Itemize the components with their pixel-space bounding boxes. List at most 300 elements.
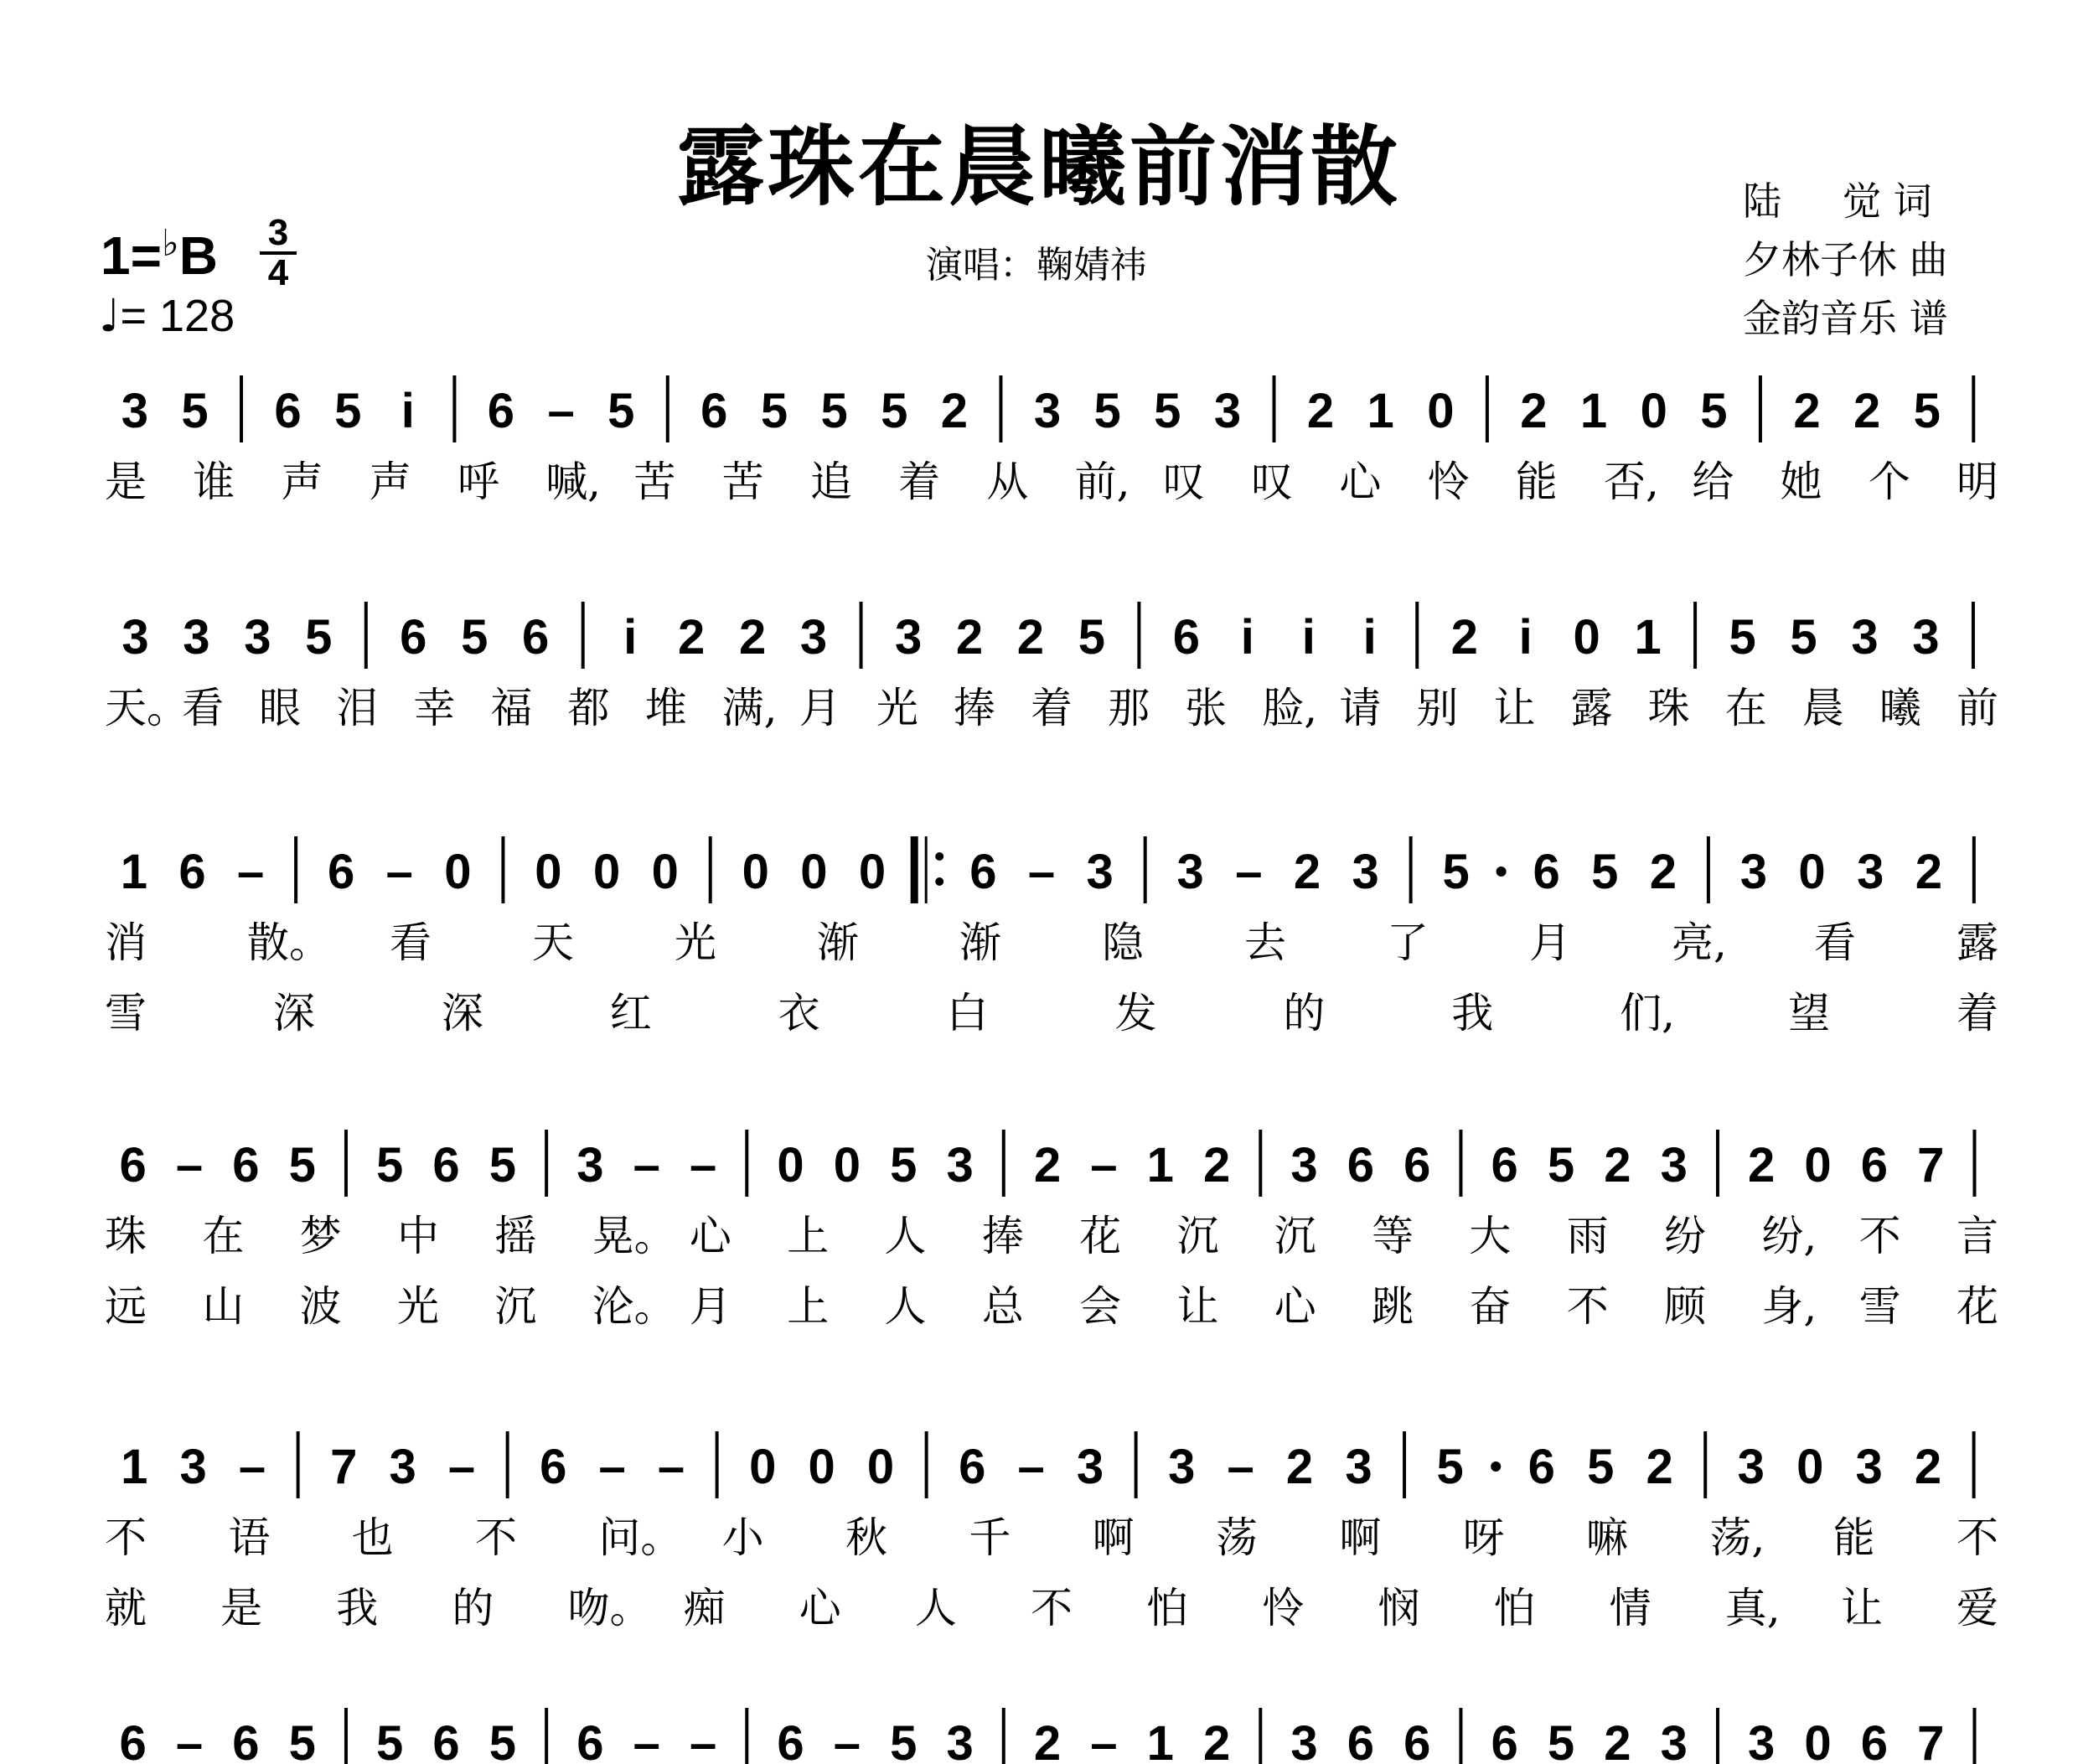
dash-mark: – xyxy=(1227,1440,1254,1494)
note-number: 2 xyxy=(1604,1138,1631,1192)
note-number: 5 xyxy=(607,384,635,438)
note-number: 1 xyxy=(1146,1138,1174,1192)
lyric-syllable: 心 xyxy=(689,1212,731,1260)
lyric-syllable: 吻。 xyxy=(567,1584,652,1632)
lyric-syllable: 着 xyxy=(898,458,941,506)
lyric-syllable: 人 xyxy=(884,1282,927,1331)
lyric-syllable: 能 xyxy=(1515,458,1558,506)
note-number: 0 xyxy=(858,845,887,899)
lyric-syllable: 福 xyxy=(490,684,533,732)
note-number: 1 xyxy=(121,1440,148,1494)
note-number: 0 xyxy=(833,1138,861,1192)
note-number: 5 xyxy=(1442,845,1470,899)
lyric-syllable: 语 xyxy=(228,1513,271,1562)
lyric-syllable: 啊 xyxy=(1339,1513,1382,1562)
lyric-syllable: 天。 xyxy=(105,684,189,732)
note-number: 6 xyxy=(700,384,728,438)
lyric-syllable: 去 xyxy=(1244,918,1286,967)
lyric-syllable: 曦 xyxy=(1879,684,1921,732)
note-number: 0 xyxy=(1573,610,1600,665)
note-number: 5 xyxy=(1790,610,1817,665)
lyric-syllable: 满, xyxy=(721,684,778,732)
lyric-syllable: 不 xyxy=(1858,1212,1901,1260)
note-number: 3 xyxy=(1851,610,1879,665)
lyric-syllable: 追 xyxy=(809,458,852,506)
lyric-syllable: 嘛 xyxy=(1586,1513,1628,1562)
note-number: 6 xyxy=(274,384,302,438)
lyric-syllable: 不 xyxy=(475,1513,517,1562)
dash-mark: – xyxy=(238,1440,266,1494)
note-number: 0 xyxy=(777,1138,804,1192)
lyric-syllable: 光 xyxy=(675,918,716,967)
note-number: 6 xyxy=(1403,1138,1431,1192)
lyric-syllable: 人 xyxy=(914,1584,957,1632)
song-title: 露珠在晨曦前消散 xyxy=(676,115,1401,218)
lyric-syllable: 天 xyxy=(532,918,574,967)
lyric-syllable: 珠 xyxy=(1647,684,1690,732)
note-number: 6 xyxy=(178,845,206,899)
note-number: 3 xyxy=(894,610,923,665)
lyric-syllable: 怕 xyxy=(1146,1584,1189,1632)
lyric-syllable: 消 xyxy=(105,918,147,967)
lyric-syllable: 们, xyxy=(1620,989,1676,1037)
note-number: i xyxy=(1518,610,1533,665)
note-number: 3 xyxy=(1086,845,1114,899)
note-number: 5 xyxy=(1093,384,1121,438)
note-number: 5 xyxy=(288,1716,316,1764)
lyric-syllable: 喊, xyxy=(545,458,602,506)
lyric-syllable: 都 xyxy=(567,684,610,732)
lyric-syllable: 叹 xyxy=(1251,458,1294,506)
note-number: 0 xyxy=(1804,1138,1832,1192)
note-number: 2 xyxy=(955,610,984,665)
note-number: 6 xyxy=(119,1716,147,1764)
lyric-syllable: 怜 xyxy=(1427,458,1470,506)
tempo-value: = 128 xyxy=(120,291,235,341)
lyric-syllable: 的 xyxy=(452,1584,494,1632)
note-number: 2 xyxy=(1915,845,1942,899)
lyric-syllable: 中 xyxy=(396,1212,439,1260)
note-number: 3 xyxy=(1912,610,1940,665)
note-number: 5 xyxy=(1436,1440,1464,1494)
dash-mark: – xyxy=(447,1440,476,1494)
note-number: 3 xyxy=(946,1138,974,1192)
note-number: 3 xyxy=(179,1440,207,1494)
note-number: 2 xyxy=(1646,1440,1673,1494)
lyric-syllable: 悯 xyxy=(1378,1584,1420,1632)
note-number: 2 xyxy=(1033,1716,1062,1764)
note-number: 6 xyxy=(1491,1716,1518,1764)
lyric-syllable: 人 xyxy=(884,1212,927,1260)
dash-mark: – xyxy=(598,1440,626,1494)
lyric-syllable: 能 xyxy=(1832,1513,1875,1562)
lyric-syllable: 她 xyxy=(1780,458,1822,506)
note-number: 3 xyxy=(946,1716,974,1764)
lyric-syllable: 怜 xyxy=(1262,1584,1305,1632)
key-note: B xyxy=(178,225,218,286)
lyric-syllable: 望 xyxy=(1788,989,1831,1037)
lyric-syllable: 真, xyxy=(1724,1584,1781,1632)
note-number: 0 xyxy=(808,1440,835,1494)
lyric-syllable: 堆 xyxy=(644,684,687,732)
note-number: 5 xyxy=(1587,1440,1615,1494)
lyric-syllable: 上 xyxy=(787,1282,830,1331)
note-number: 3 xyxy=(1739,845,1768,899)
lyric-syllable: 让 xyxy=(1493,684,1536,732)
note-number: 1 xyxy=(1634,610,1662,665)
repeat-dot xyxy=(935,852,943,861)
lyric-syllable: 月 xyxy=(1529,918,1571,967)
lyric-syllable: 发 xyxy=(1114,989,1157,1037)
lyric-syllable: 摇 xyxy=(494,1212,537,1260)
lyric-syllable: 顾 xyxy=(1664,1282,1707,1331)
note-number: 0 xyxy=(742,845,769,899)
lyric-syllable: 奋 xyxy=(1469,1282,1512,1331)
lyric-syllable: 别 xyxy=(1416,684,1459,732)
note-number: 3 xyxy=(1290,1716,1318,1764)
lyric-syllable: 从 xyxy=(986,458,1029,506)
note-number: 5 xyxy=(1078,610,1106,665)
lyric-syllable: 否, xyxy=(1604,458,1659,506)
dash-mark: – xyxy=(689,1138,717,1192)
lyric-syllable: 晨 xyxy=(1801,684,1844,732)
note-number: 6 xyxy=(232,1138,260,1192)
note-number: i xyxy=(1301,610,1316,665)
composer-credit: 夕林子休 曲 xyxy=(1743,237,1948,282)
lyric-syllable: 也 xyxy=(351,1513,394,1562)
note-number: 6 xyxy=(576,1716,604,1764)
lyric-syllable: 言 xyxy=(1957,1212,1998,1260)
lyric-syllable: 个 xyxy=(1868,458,1910,506)
note-number: 3 xyxy=(1168,1440,1196,1494)
note-number: 6 xyxy=(1172,610,1201,665)
note-number: 5 xyxy=(1729,610,1756,665)
lyric-syllable: 梦 xyxy=(299,1212,342,1260)
note-number: 1 xyxy=(1579,384,1608,438)
dash-mark: – xyxy=(1090,1138,1118,1192)
lyric-syllable: 纷 xyxy=(1664,1212,1707,1260)
lyric-syllable: 的 xyxy=(1283,989,1326,1037)
note-number: 6 xyxy=(232,1716,260,1764)
transcriber-credit: 金韵音乐 谱 xyxy=(1743,296,1948,341)
note-number: 2 xyxy=(1649,845,1677,899)
lyric-syllable: 是 xyxy=(105,458,147,506)
note-number: 6 xyxy=(1347,1716,1375,1764)
lyric-syllable: 让 xyxy=(1840,1584,1883,1632)
dash-mark: – xyxy=(657,1440,685,1494)
flat-icon: ♭ xyxy=(161,223,179,264)
time-denominator: 4 xyxy=(267,252,289,293)
note-number: 5 xyxy=(376,1716,404,1764)
lyric-syllable: 雪 xyxy=(105,989,147,1037)
lyric-syllable: 捧 xyxy=(981,1212,1024,1260)
lyric-syllable: 雨 xyxy=(1566,1212,1609,1260)
lyric-syllable: 心 xyxy=(1274,1282,1316,1331)
note-number: 3 xyxy=(183,610,210,665)
lyric-syllable: 着 xyxy=(1031,684,1073,732)
note-number: 2 xyxy=(1793,384,1821,438)
note-number: 3 xyxy=(1855,1440,1883,1494)
lyric-syllable: 沉 xyxy=(1274,1212,1316,1260)
note-number: 5 xyxy=(1547,1716,1575,1764)
lyric-syllable: 深 xyxy=(272,989,315,1037)
lyric-syllable: 跳 xyxy=(1372,1282,1414,1331)
lyric-syllable: 着 xyxy=(1957,989,1998,1037)
lyric-syllable: 情 xyxy=(1609,1584,1652,1632)
note-number: 6 xyxy=(487,384,515,438)
note-number: i xyxy=(1362,610,1377,665)
lyric-syllable: 捧 xyxy=(953,684,995,732)
note-number: i xyxy=(1240,610,1254,665)
note-number: 5 xyxy=(820,384,848,438)
lyric-syllable: 纷, xyxy=(1761,1212,1817,1260)
repeat-dot xyxy=(935,877,943,886)
note-number: 6 xyxy=(119,1138,147,1192)
lyric-syllable: 大 xyxy=(1469,1212,1512,1260)
lyric-syllable: 在 xyxy=(1724,684,1767,732)
dash-mark: – xyxy=(833,1716,861,1764)
lyric-syllable: 珠 xyxy=(105,1212,147,1260)
lyric-syllable: 声 xyxy=(369,458,411,506)
lyric-syllable: 隐 xyxy=(1102,918,1144,967)
note-number: 2 xyxy=(1450,610,1478,665)
lyric-syllable: 露 xyxy=(1957,918,1998,967)
lyric-syllable: 苦 xyxy=(721,458,764,506)
note-number: 5 xyxy=(1591,845,1619,899)
lyric-syllable: 光 xyxy=(396,1282,439,1331)
note-number: 5 xyxy=(890,1716,918,1764)
dash-mark: – xyxy=(633,1716,660,1764)
dash-mark: – xyxy=(1090,1716,1118,1764)
note-number: 3 xyxy=(121,610,149,665)
note-number: 3 xyxy=(244,610,271,665)
note-number: 6 xyxy=(540,1440,567,1494)
dash-mark: – xyxy=(547,384,575,438)
note-number: 3 xyxy=(1290,1138,1318,1192)
note-number: 2 xyxy=(1285,1440,1314,1494)
lyric-syllable: 会 xyxy=(1079,1282,1122,1331)
lyric-syllable: 光 xyxy=(876,684,918,732)
note-number: 2 xyxy=(1016,610,1045,665)
lyric-syllable: 我 xyxy=(1451,989,1494,1037)
note-number: 5 xyxy=(1547,1138,1575,1192)
note-number: 3 xyxy=(1857,845,1884,899)
note-number: 6 xyxy=(522,610,550,665)
lyric-syllable: 渐 xyxy=(959,918,1001,967)
lyric-syllable: 千 xyxy=(969,1513,1011,1562)
note-number: 2 xyxy=(1853,384,1881,438)
note-number: 5 xyxy=(1700,384,1728,438)
lyric-syllable: 雪 xyxy=(1858,1282,1901,1331)
note-number: 3 xyxy=(1176,845,1204,899)
lyric-syllable: 泪 xyxy=(336,684,379,732)
lyric-syllable: 远 xyxy=(105,1282,147,1331)
note-number: 3 xyxy=(1660,1138,1688,1192)
lyric-syllable: 痴 xyxy=(683,1584,726,1632)
note-number: 3 xyxy=(1033,384,1062,438)
augmentation-dot xyxy=(1496,866,1507,877)
lyric-syllable: 声 xyxy=(281,458,323,506)
lyric-syllable: 我 xyxy=(336,1584,379,1632)
note-number: 0 xyxy=(1427,384,1455,438)
dash-mark: – xyxy=(385,845,413,899)
lyric-syllable: 上 xyxy=(787,1212,830,1260)
lyric-syllable: 看 xyxy=(1814,918,1856,967)
dash-mark: – xyxy=(633,1138,660,1192)
dash-mark: – xyxy=(175,1716,204,1764)
note-number: 0 xyxy=(1796,1440,1824,1494)
note-number: 0 xyxy=(800,845,828,899)
dash-mark: – xyxy=(1235,845,1263,899)
lyric-syllable: 看 xyxy=(182,684,225,732)
note-number: 7 xyxy=(1917,1716,1945,1764)
lyric-syllable: 给 xyxy=(1692,458,1734,506)
lyric-syllable: 月 xyxy=(799,684,841,732)
lyric-syllable: 白 xyxy=(946,989,989,1037)
lyric-syllable: 不 xyxy=(105,1513,147,1562)
lyric-syllable: 渐 xyxy=(817,918,859,967)
note-number: 5 xyxy=(488,1138,517,1192)
note-number: 2 xyxy=(1202,1716,1231,1764)
lyric-syllable: 那 xyxy=(1108,684,1150,732)
lyric-syllable: 明 xyxy=(1957,458,1998,506)
note-number: 2 xyxy=(1306,384,1335,438)
dash-mark: – xyxy=(175,1138,204,1192)
note-number: 0 xyxy=(749,1440,777,1494)
note-number: 0 xyxy=(1798,845,1826,899)
lyric-syllable: 怕 xyxy=(1493,1584,1536,1632)
note-number: 0 xyxy=(1804,1716,1832,1764)
note-number: 6 xyxy=(1533,845,1560,899)
note-number: 7 xyxy=(1917,1138,1945,1192)
note-number: 2 xyxy=(1293,845,1321,899)
lyric-syllable: 小 xyxy=(721,1513,764,1562)
note-number: 6 xyxy=(969,845,997,899)
note-number: 6 xyxy=(400,610,427,665)
note-number: 2 xyxy=(1202,1138,1231,1192)
note-number: 5 xyxy=(890,1138,918,1192)
lyric-syllable: 幸 xyxy=(413,684,456,732)
time-numerator: 3 xyxy=(267,212,289,253)
key-prefix: 1= xyxy=(101,225,162,286)
note-number: 5 xyxy=(305,610,333,665)
lyric-syllable: 身, xyxy=(1761,1282,1817,1331)
dash-mark: – xyxy=(1027,845,1056,899)
note-number: 2 xyxy=(678,610,706,665)
note-number: 2 xyxy=(940,384,969,438)
note-number: 6 xyxy=(959,1440,986,1494)
lyric-syllable: 秋 xyxy=(845,1513,887,1562)
lyric-syllable: 是 xyxy=(220,1584,263,1632)
note-number: 0 xyxy=(651,845,679,899)
lyric-syllable: 看 xyxy=(390,918,432,967)
note-number: 3 xyxy=(1345,1440,1372,1494)
note-number: 5 xyxy=(1913,384,1941,438)
note-number: 6 xyxy=(1491,1138,1518,1192)
note-number: 1 xyxy=(1367,384,1394,438)
lyric-syllable: 就 xyxy=(105,1584,147,1632)
note-number: 3 xyxy=(1660,1716,1688,1764)
note-number: 3 xyxy=(121,384,148,438)
note-number: 3 xyxy=(799,610,828,665)
lyric-syllable: 不 xyxy=(1566,1282,1609,1331)
lyric-syllable: 花 xyxy=(1957,1282,1998,1331)
note-number: 5 xyxy=(288,1138,316,1192)
note-number: 6 xyxy=(1403,1716,1431,1764)
note-number: 3 xyxy=(1076,1440,1104,1494)
lyric-syllable: 不 xyxy=(1957,1513,1998,1562)
lyric-syllable: 谁 xyxy=(193,458,235,506)
singer-credit: 演唱：鞠婧祎 xyxy=(926,244,1147,287)
lyric-syllable: 心 xyxy=(799,1584,841,1632)
lyric-syllable: 爱 xyxy=(1957,1584,1998,1632)
lyric-syllable: 张 xyxy=(1185,684,1228,732)
note-number: 5 xyxy=(376,1138,404,1192)
lyric-syllable: 沉 xyxy=(1176,1212,1219,1260)
lyric-syllable: 等 xyxy=(1372,1212,1414,1260)
lyric-syllable: 露 xyxy=(1570,684,1613,732)
lyric-syllable: 叹 xyxy=(1162,458,1205,506)
note-number: 5 xyxy=(461,610,488,665)
note-number: 6 xyxy=(1527,1440,1555,1494)
note-number: 6 xyxy=(327,845,355,899)
lyric-syllable: 波 xyxy=(299,1282,342,1331)
note-number: 2 xyxy=(738,610,767,665)
lyric-syllable: 沦。 xyxy=(592,1282,676,1331)
note-number: 0 xyxy=(1640,384,1667,438)
lyric-syllable: 总 xyxy=(981,1282,1024,1331)
dash-mark: – xyxy=(1017,1440,1045,1494)
note-number: 3 xyxy=(389,1440,416,1494)
note-number: 6 xyxy=(1347,1138,1375,1192)
note-number: 5 xyxy=(881,384,908,438)
lyric-syllable: 散。 xyxy=(247,918,331,967)
note-number: 3 xyxy=(1213,384,1242,438)
note-number: 5 xyxy=(181,384,209,438)
lyric-syllable: 了 xyxy=(1387,918,1429,967)
note-number: 3 xyxy=(1748,1716,1776,1764)
lyric-syllable: 脸, xyxy=(1262,684,1318,732)
lyric-syllable: 深 xyxy=(441,989,483,1037)
quarter-note-icon: ♩ xyxy=(99,289,121,342)
lyric-syllable: 红 xyxy=(609,989,652,1037)
lyric-syllable: 苦 xyxy=(633,458,676,506)
note-number: 5 xyxy=(488,1716,517,1764)
note-number: 2 xyxy=(1914,1440,1942,1494)
lyric-syllable: 让 xyxy=(1176,1282,1219,1331)
lyric-syllable: 山 xyxy=(202,1282,245,1331)
note-number: 0 xyxy=(444,845,472,899)
lyricist-credit: 陆 觉 词 xyxy=(1743,178,1932,224)
note-number: 6 xyxy=(432,1138,460,1192)
note-number: 3 xyxy=(1352,845,1379,899)
note-number: 1 xyxy=(120,845,147,899)
augmentation-dot xyxy=(1491,1461,1501,1472)
note-number: 6 xyxy=(777,1716,804,1764)
note-number: 6 xyxy=(1860,1716,1889,1764)
note-number: 5 xyxy=(1154,384,1181,438)
lyric-syllable: 荡 xyxy=(1216,1513,1258,1562)
note-number: 7 xyxy=(330,1440,358,1494)
lyric-syllable: 不 xyxy=(1031,1584,1073,1632)
note-number: 6 xyxy=(1860,1138,1889,1192)
lyric-syllable: 啊 xyxy=(1092,1513,1135,1562)
lyric-syllable: 晃。 xyxy=(592,1212,676,1260)
note-number: 0 xyxy=(866,1440,895,1494)
dash-mark: – xyxy=(689,1716,717,1764)
note-number: 2 xyxy=(1604,1716,1631,1764)
note-number: 3 xyxy=(1737,1440,1765,1494)
